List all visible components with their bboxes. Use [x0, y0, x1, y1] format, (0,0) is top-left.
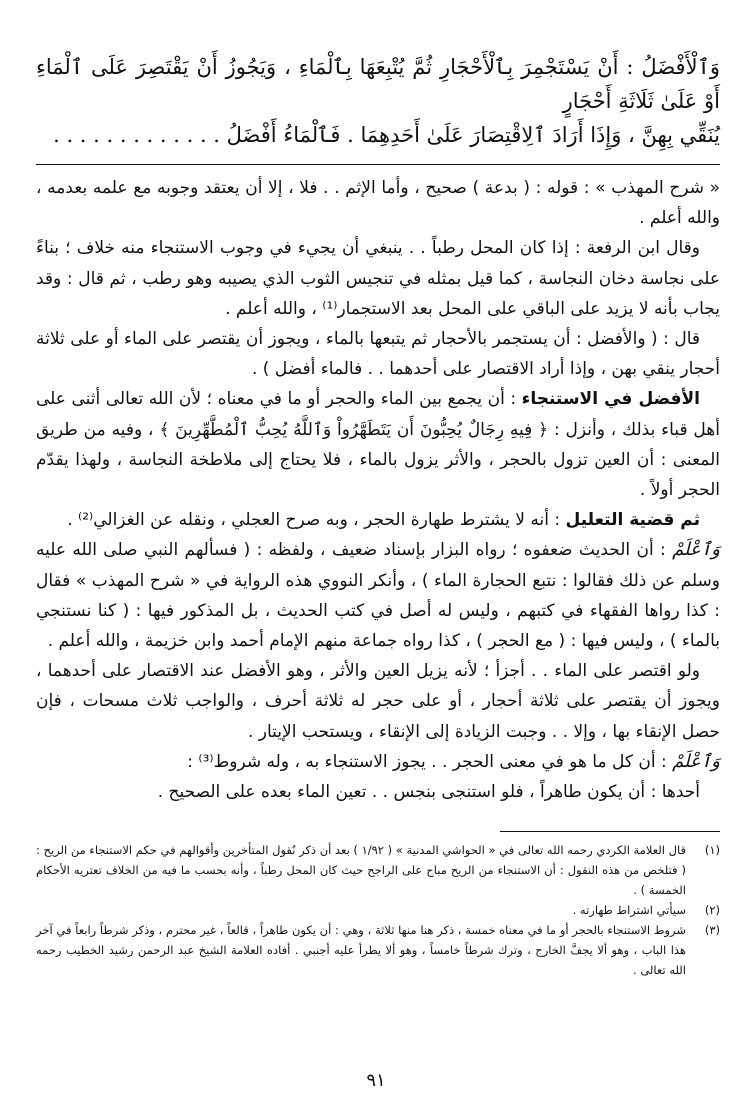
paragraph-4-text: : أن يجمع بين الماء والحجر أو ما في معناه ؛ لأن الله تعالى أثنى على أهل قباء بذلك ، وأنزل : ﴿ فِيهِ رِجَالٌ يُحِبُّونَ أَن يَتَطَهَّرُواْ وَٱللَّهُ يُحِبُّ ٱلْمُطَّهِّرِينَ ﴾ ، وفيه من طريق المعنى : أن العين تزول بالحجر ، والأثر يزول بالماء ، فلا يحتاج إلى ملاطخة النجاسة ، ولهذا يقدّم الحجر أولاً .: [36, 389, 720, 501]
paragraph-6-marker: وَٱعْلَمْ: [672, 539, 720, 561]
footnote-separator: [500, 831, 720, 832]
matn-separator: [36, 164, 720, 165]
paragraph-2: وقال ابن الرفعة : إذا كان المحل رطباً . . ينبغي أن يجيء في وجوب الاستنجاء منه خلاف ؛ بناءً على نجاسة دخان النجاسة ، كما قيل بمثله في تنجيس الثوب الذي يصيبه وهو رطب ، ثم قال : وقد يجاب بأنه لا يزيد على الباقي على المحل بعد الاستجمار⁽¹⁾ ، والله أعلم .: [36, 238, 720, 319]
paragraph-5-text: : أنه لا يشترط طهارة الحجر ، وبه صرح العجلي ، ونقله عن الغزالي⁽²⁾ .: [67, 510, 561, 531]
matn-line-1: وَٱلْأَفْضَلُ : أَنْ يَسْتَجْمِرَ بِٱلْأَحْجَارِ ثُمَّ يُتْبِعَهَا بِٱلْمَاءِ ، وَيَجُوزُ أَنْ يَقْتَصِرَ عَلَى ٱلْمَاءِ أَوْ عَلَىٰ ثَلَاثَةِ أَحْجَارٍ: [36, 55, 720, 113]
paragraph-5-lead: ثم قضية التعليل: [565, 510, 700, 531]
paragraph-4-lead: الأفضل في الاستنجاء: [521, 389, 701, 410]
footnote-2: [36, 900, 720, 920]
paragraph-5: [36, 505, 720, 535]
page-number: ٩١: [366, 1070, 386, 1091]
footnote-number: (٢): [704, 903, 720, 918]
paragraph-3: قال : ( والأفضل : أن يستجمر بالأحجار ثم يتبعها بالماء ، ويجوز أن يقتصر على الماء أو على ثلاثة أحجار ينقي بهن ، وإذا أراد الاقتصار على أحدهما . . فالماء أفضل ) .: [36, 329, 720, 380]
paragraph-7: ولو اقتصر على الماء . . أجزأ ؛ لأنه يزيل العين والأثر ، وهو الأفضل عند الاقتصار على أحدهما ، ويجوز أن يقتصر على ثلاثة أحجار ، أو على حجر له ثلاثة أحرف ، والواجب ثلاث مسحات ، فإن حصل الإنقاء بها ، وإلا . . وجبت الزيادة إلى الإنقاء ، ويستحب الإيتار .: [36, 661, 720, 742]
matn-text: [36, 50, 720, 152]
commentary-text: [36, 173, 720, 807]
footnote-1: [36, 840, 720, 900]
footnote-number: (١): [704, 843, 720, 858]
footnote-3: [36, 920, 720, 980]
footnote-text: سيأتي اشتراط طهارته .: [572, 903, 686, 918]
page-content: [36, 50, 720, 980]
paragraph-8: [36, 747, 720, 777]
footnote-text: قال العلامة الكردي رحمه الله تعالى في « الحواشي المدنية » ( ١/٩٢ ) بعد أن ذكر نُقول المتأخرين وأقوالهم في حكم الاستنجاء من الريح : ( فتلخص من هذه النقول : أن الاستنجاء من الريح مباح على الراجح حيث كان المحل رطباً ، وأنه بحسب ما فيه من الخلاف تعتريه الأحكام الخمسة ) .: [36, 843, 686, 898]
footnote-text: شروط الاستنجاء بالحجر أو ما في معناه خمسة ، ذكر هنا منها ثلاثة ، وهي : أن يكون طاهراً ، قالعاً ، غير محترم ، وذكر شرطاً رابعاً في آخر هذا الباب ، وهو ألا يجفَّ الخارج ، وترك شرطاً خامساً ، وهو ألا يطرأ عليه أجنبي . أفاده العلامة الشيخ عبد الرحمن رشيد الخطيب رحمه الله تعالى .: [36, 923, 686, 978]
paragraph-6: [36, 535, 720, 656]
footnotes: [36, 840, 720, 980]
paragraph-9: أحدها : أن يكون طاهراً ، فلو استنجى بنجس . . تعين الماء بعده على الصحيح .: [157, 782, 700, 803]
paragraph-1: « شرح المهذب » : قوله : ( بدعة ) صحيح ، وأما الإثم . . فلا ، إلا أن يعتقد وجوبه مع علمه بعدمه ، والله أعلم .: [36, 178, 720, 229]
paragraph-4: [36, 384, 720, 505]
matn-line-2: يُنَقِّي بِهِنَّ ، وَإِذَا أَرَادَ ٱلِاقْتِصَارَ عَلَىٰ أَحَدِهِمَا . فَٱلْمَاءُ أَفْضَلُ . . . . . . . . . . . . .: [53, 123, 720, 147]
paragraph-8-marker: وَٱعْلَمْ: [672, 750, 720, 772]
footnote-number: (٣): [704, 923, 720, 938]
paragraph-6-text: : أن الحديث ضعفوه ؛ رواه البزار بإسناد ضعيف ، ولفظه : ( فسألهم النبي صلى الله عليه وسلم عن ذلك فقالوا : نتبع الحجارة الماء ) ، وأنكر النووي هذه الرواية في « شرح المهذب » فقال : كذا رواها الفقهاء في كتبهم ، وليس له أصل في كتب الحديث ، بل المذكور فيها : ( كنا نستنجي بالماء ) ، وليس فيها : ( مع الحجر ) ، كذا رواه جماعة منهم الإمام أحمد وابن خزيمة ، والله أعلم .: [36, 540, 720, 652]
paragraph-8-text: : أن كل ما هو في معنى الحجر . . يجوز الاستنجاء به ، وله شروط⁽³⁾ :: [187, 751, 667, 772]
